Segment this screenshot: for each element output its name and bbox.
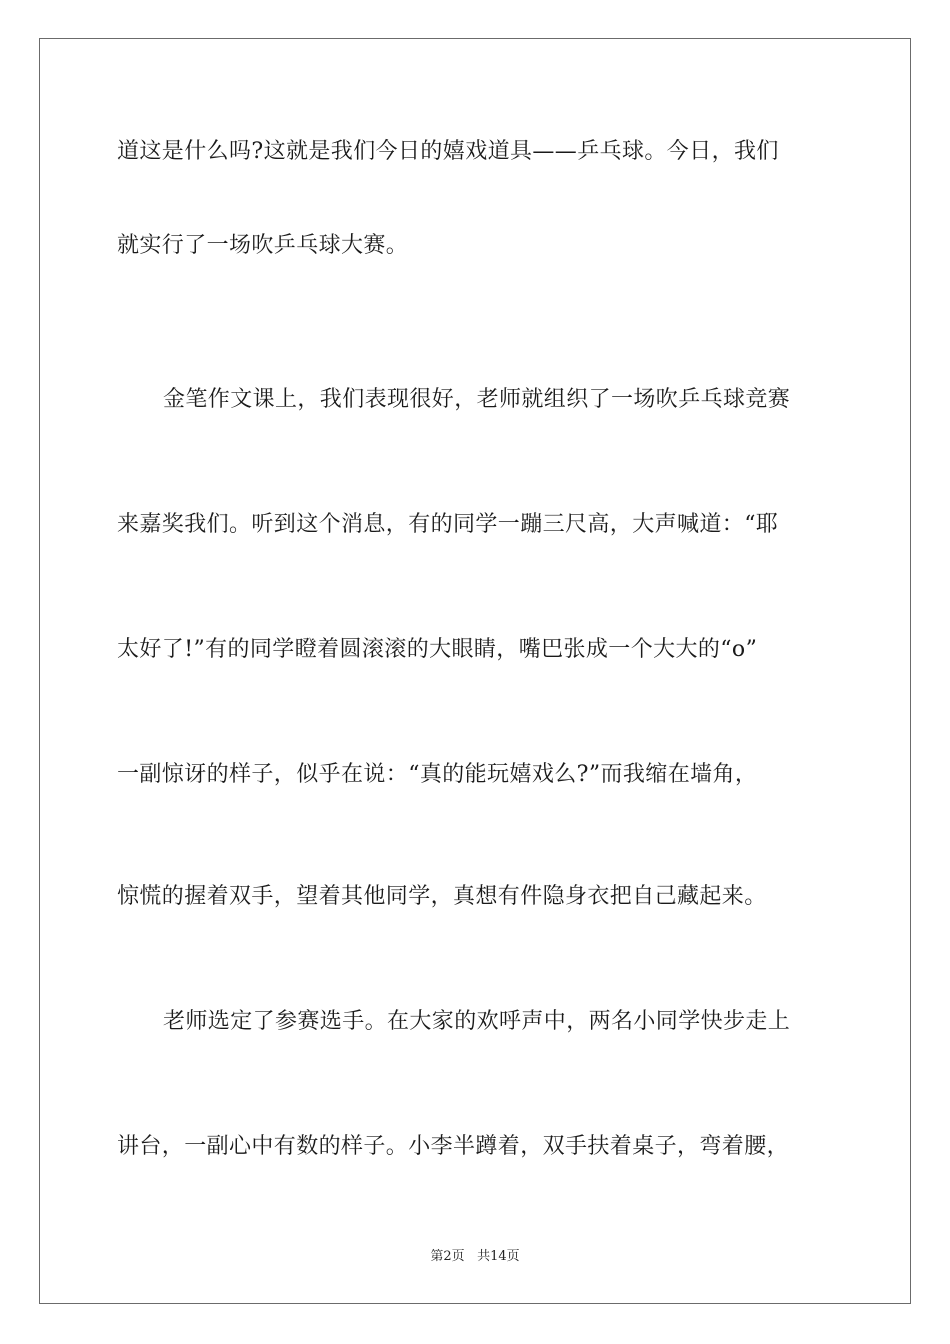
paragraph-line-9: 讲台，一副心中有数的样子。小李半蹲着，双手扶着桌子，弯着腰，: [117, 1134, 790, 1159]
page-total: 共14页: [477, 1249, 520, 1264]
page-footer: [0, 1248, 950, 1266]
paragraph-line-7: 惊慌的握着双手，望着其他同学，真想有件隐身衣把自己藏起来。: [117, 884, 767, 909]
paragraph-line-5: 太好了!”有的同学瞪着圆滚滚的大眼睛，嘴巴张成一个大大的“o”: [117, 637, 758, 662]
paragraph-line-4: 来嘉奖我们。听到这个消息，有的同学一蹦三尺高，大声喊道：“耶: [117, 512, 779, 537]
paragraph-line-2: 就实行了一场吹乒乓球大赛。: [117, 233, 409, 258]
page-border: [39, 38, 911, 1304]
paragraph-line-3: 金笔作文课上，我们表现很好，老师就组织了一场吹乒乓球竞赛: [163, 387, 791, 412]
paragraph-line-8: 老师选定了参赛选手。在大家的欢呼声中，两名小同学快步走上: [163, 1009, 791, 1034]
page-number: 第2页: [430, 1249, 465, 1264]
paragraph-line-1: 道这是什么吗?这就是我们今日的嬉戏道具——乒乓球。今日，我们: [117, 139, 779, 164]
paragraph-line-6: 一副惊讶的样子，似乎在说：“真的能玩嬉戏么?”而我缩在墙角，: [117, 762, 758, 787]
